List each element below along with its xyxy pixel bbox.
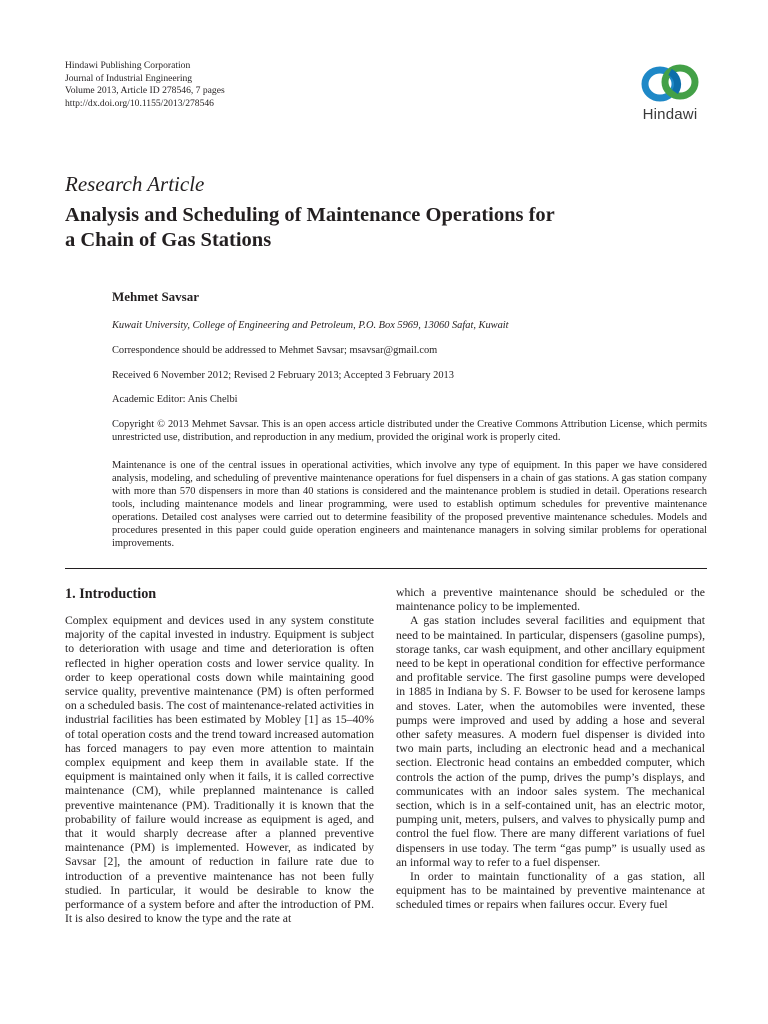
intro-paragraph-1-continued: which a preventive maintenance should be scheduled or the maintenance policy to be implemented. <box>396 586 705 614</box>
intro-paragraph-2: A gas station includes several facilities and equipment that need to be maintained. In particular, dispensers (gasoline pumps), storage tanks, car wash equipment, and other ancillary equipment need to be kept in operational condition for effective performance and profitable service. The first gasoline pumps were developed in 1885 in Indiana by S. F. Bowser to be used for kerosene lamps and stoves. Later, when the automobiles were invented, these pumps were improved and used by adding a hose and several other safety measures. A modern fuel dispenser is divided into two main parts, including an electronic head and a mechanical section. Electronic head contains an embedded computer, which controls the action of the pump, drives the pump’s displays, and communicates with an indoor sales system. The mechanical section, which is in a self-contained unit, has an electric motor, pumping unit, meters, pulsers, and valves to physically pump and control the fuel flow. There are many different variations of fuel dispensers in use today. The term “gas pump” is usually used as an informal way to refer to a fuel dispenser. <box>396 614 705 869</box>
publisher-line: Hindawi Publishing Corporation <box>65 60 191 71</box>
dates: Received 6 November 2012; Revised 2 February 2013; Accepted 3 February 2013 <box>112 370 454 381</box>
doi-link[interactable]: http://dx.doi.org/10.1155/2013/278546 <box>65 97 214 109</box>
author-name: Mehmet Savsar <box>112 289 200 304</box>
right-column <box>396 586 705 913</box>
title-line-1: Analysis and Scheduling of Maintenance Operations for <box>65 204 555 226</box>
title-line-2: a Chain of Gas Stations <box>65 229 272 251</box>
journal-name: Journal of Industrial Engineering <box>65 72 193 84</box>
left-column <box>65 614 374 926</box>
abstract: Maintenance is one of the central issues in operational activities, which involve any type of equipment. In this paper we have considered analysis, modeling, and scheduling of preventive maintenance operations for fuel dispensers in a chain of gas stations. A gas station company with more than 570 dispensers in more than 40 stations is considered and the maintenance problem is studied in detail. Operations research tools, including maintenance models and linear programming, were used to establish optimum schedules for preventive maintenance operations. Detailed cost analyses were carried out to determine feasibility of the proposed preventive maintenance schedules. Models and procedures presented in this paper could guide operation engineers and maintenance managers in solving similar problems for operational improvements. <box>112 460 707 549</box>
article-title <box>65 203 665 253</box>
hindawi-rings-icon <box>639 62 701 104</box>
copyright-notice: Copyright © 2013 Mehmet Savsar. This is an open access article distributed under the Creative Commons Attribution License, which permits unrestricted use, distribution, and reproduction in any medium, provided the original work is properly cited. <box>112 419 707 443</box>
journal-header <box>65 60 225 110</box>
correspondence: Correspondence should be addressed to Mehmet Savsar; msavsar@gmail.com <box>112 345 438 356</box>
affiliation: Kuwait University, College of Engineering and Petroleum, P.O. Box 5969, 13060 Safat, Kuwait <box>112 320 509 331</box>
academic-editor: Academic Editor: Anis Chelbi <box>112 394 238 405</box>
hindawi-logo[interactable] <box>630 62 710 130</box>
intro-paragraph-3: In order to maintain functionality of a gas station, all equipment has to be maintained by preventive maintenance at scheduled times or repairs when failures occur. Every fuel <box>396 870 705 912</box>
section-heading-introduction: 1. Introduction <box>65 586 157 602</box>
intro-paragraph-1: Complex equipment and devices used in any system constitute majority of the capital invested in industry. Equipment is subject to deterioration with usage and time and deterioration is often reflected in higher operation costs and lower service quality. In order to keep operational costs down while maintaining good service quality, preventive maintenance (PM) is often performed on a scheduled basis. The cost of maintenance-related activities in industrial facilities has been estimated by Mobley [1] as 15–40% of total operation costs and the trend toward increased automation has forced managers to pay even more attention to maintain complex equipment and keep them in available state. If the equipment is maintained only when it fails, it is called corrective maintenance (CM), while preplanned maintenance is called preventive maintenance (PM). Traditionally it is known that the probability of failure would increase as equipment is aged, and that it would sharply decrease after a planned preventive maintenance (PM) is implemented. However, as indicated by Savsar [2], the amount of reduction in failure rate due to introduction of a preventive maintenance has not been fully studied. In particular, it would be desirable to know the performance of a system before and after the introduction of PM. It is also desired to know the type and the rate at <box>65 614 374 926</box>
section-divider <box>65 568 707 569</box>
volume-line: Volume 2013, Article ID 278546, 7 pages <box>65 85 225 97</box>
logo-wordmark: Hindawi <box>642 106 698 123</box>
article-type: Research Article <box>65 172 205 196</box>
